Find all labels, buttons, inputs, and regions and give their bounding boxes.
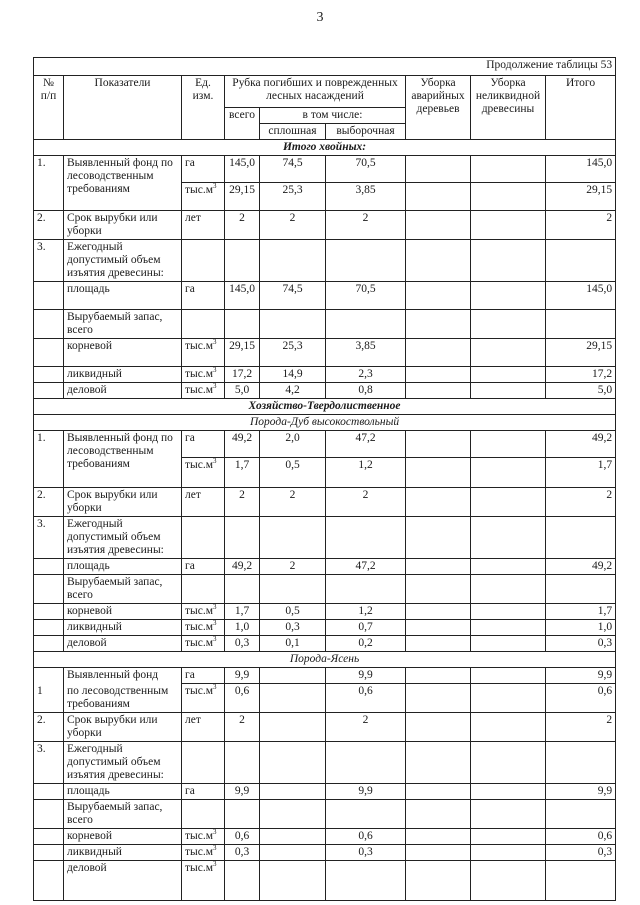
- value-cell: 2: [326, 712, 406, 741]
- value-cell: 70,5: [326, 282, 406, 310]
- value-cell: 29,15: [225, 339, 260, 367]
- value-cell: 0,2: [326, 636, 406, 652]
- value-cell: 2: [326, 488, 406, 517]
- unit-cell: га: [182, 783, 225, 799]
- unit-cell: га: [182, 559, 225, 575]
- value-cell: 0,6: [546, 828, 616, 844]
- header-total-all: всего: [225, 108, 260, 140]
- unit-cell: $тыс.м^3$: [182, 860, 225, 900]
- unit-cell: $тыс.м^3$: [182, 383, 225, 399]
- value-cell: 29,15: [546, 183, 616, 211]
- value-cell: 9,9: [225, 668, 260, 684]
- value-cell: 49,2: [546, 431, 616, 458]
- row-num: 1: [34, 684, 64, 713]
- value-cell: 1,0: [225, 620, 260, 636]
- row-label: Выявленный фонд: [64, 668, 182, 684]
- unit-cell: $тыс.м^3$: [182, 684, 225, 713]
- unit-cell: $тыс.м^3$: [182, 604, 225, 620]
- value-cell: 0,5: [260, 604, 326, 620]
- value-cell: 2: [546, 712, 616, 741]
- unit-cell: лет: [182, 712, 225, 741]
- value-cell: 47,2: [326, 431, 406, 458]
- unit-cell: лет: [182, 211, 225, 240]
- value-cell: 2,0: [260, 431, 326, 458]
- value-cell: 17,2: [546, 367, 616, 383]
- header-felling: Рубка погибших и поврежденных лесных насаждений: [225, 76, 406, 108]
- value-cell: 145,0: [546, 156, 616, 183]
- row-num: 3.: [34, 517, 64, 559]
- row-label: Срок вырубки или уборки: [64, 712, 182, 741]
- unit-cell: лет: [182, 488, 225, 517]
- value-cell: 0,5: [260, 458, 326, 488]
- unit-cell: $тыс.м^3$: [182, 828, 225, 844]
- value-cell: 145,0: [225, 282, 260, 310]
- section-subtitle: Порода-Дуб высокоствольный: [34, 415, 616, 431]
- row-label: ликвидный: [64, 620, 182, 636]
- value-cell: 2: [225, 211, 260, 240]
- value-cell: 4,2: [260, 383, 326, 399]
- value-cell: 5,0: [546, 383, 616, 399]
- value-cell: 0,6: [225, 684, 260, 713]
- unit-cell: $тыс.м^3$: [182, 844, 225, 860]
- value-cell: 2: [546, 488, 616, 517]
- value-cell: 17,2: [225, 367, 260, 383]
- table-caption: Продолжение таблицы 53: [34, 58, 616, 76]
- value-cell: 47,2: [326, 559, 406, 575]
- header-clear: сплошная: [260, 124, 326, 140]
- value-cell: 49,2: [225, 559, 260, 575]
- header-unit: Ед. изм.: [182, 76, 225, 140]
- unit-cell: $тыс.м^3$: [182, 636, 225, 652]
- value-cell: 25,3: [260, 339, 326, 367]
- row-num: 2.: [34, 211, 64, 240]
- header-emergency: Уборка аварийных деревьев: [406, 76, 471, 140]
- row-num: 3.: [34, 741, 64, 783]
- row-num: 2.: [34, 712, 64, 741]
- value-cell: 9,9: [546, 668, 616, 684]
- value-cell: 0,6: [225, 828, 260, 844]
- value-cell: 145,0: [546, 282, 616, 310]
- row-label: деловой: [64, 383, 182, 399]
- unit-cell: $тыс.м^3$: [182, 367, 225, 383]
- value-cell: 25,3: [260, 183, 326, 211]
- header-selective: выборочная: [326, 124, 406, 140]
- value-cell: 0,1: [260, 636, 326, 652]
- row-label: Выявленный фонд по лесоводственным требованиям: [64, 156, 182, 211]
- unit-cell: $тыс.м^3$: [182, 620, 225, 636]
- value-cell: 2: [326, 211, 406, 240]
- row-label: Ежегодный допустимый объем изъятия древесины:: [64, 240, 182, 282]
- value-cell: 0,3: [260, 620, 326, 636]
- header-nonliquid: Уборка неликвидной древесины: [471, 76, 546, 140]
- unit-cell: га: [182, 431, 225, 458]
- value-cell: 29,15: [546, 339, 616, 367]
- row-label: по лесоводственным требованиям: [64, 684, 182, 713]
- value-cell: 0,7: [326, 620, 406, 636]
- header-num: № п/п: [34, 76, 64, 140]
- value-cell: 29,15: [225, 183, 260, 211]
- unit-cell: $тыс.м^3$: [182, 183, 225, 211]
- value-cell: 0,3: [225, 844, 260, 860]
- page-number: 3: [316, 10, 324, 25]
- value-cell: 9,9: [326, 783, 406, 799]
- section-title: Итого хвойных:: [34, 140, 616, 156]
- row-label: деловой: [64, 636, 182, 652]
- row-label: ликвидный: [64, 367, 182, 383]
- value-cell: 1,7: [225, 604, 260, 620]
- value-cell: 74,5: [260, 282, 326, 310]
- row-label: Выявленный фонд по лесоводственным требованиям: [64, 431, 182, 488]
- value-cell: 9,9: [326, 668, 406, 684]
- value-cell: 0,8: [326, 383, 406, 399]
- row-label: площадь: [64, 282, 182, 310]
- row-label: корневой: [64, 828, 182, 844]
- value-cell: 9,9: [225, 783, 260, 799]
- header-indicators: Показатели: [64, 76, 182, 140]
- row-label: корневой: [64, 604, 182, 620]
- row-num: 1.: [34, 156, 64, 211]
- value-cell: 5,0: [225, 383, 260, 399]
- value-cell: 2: [260, 559, 326, 575]
- header-total: Итого: [546, 76, 616, 140]
- row-label: ликвидный: [64, 844, 182, 860]
- value-cell: 2: [546, 211, 616, 240]
- row-label: площадь: [64, 783, 182, 799]
- value-cell: 1,7: [546, 458, 616, 488]
- value-cell: 74,5: [260, 156, 326, 183]
- row-label: Вырубаемый запас, всего: [64, 799, 182, 828]
- value-cell: 1,7: [225, 458, 260, 488]
- row-label: Срок вырубки или уборки: [64, 211, 182, 240]
- value-cell: 0,3: [326, 844, 406, 860]
- value-cell: 0,6: [326, 828, 406, 844]
- row-label: Вырубаемый запас, всего: [64, 575, 182, 604]
- data-table: [33, 57, 616, 901]
- value-cell: 9,9: [546, 783, 616, 799]
- value-cell: 2: [260, 211, 326, 240]
- row-num: 2.: [34, 488, 64, 517]
- value-cell: 70,5: [326, 156, 406, 183]
- unit-cell: га: [182, 156, 225, 183]
- header-including: в том числе:: [260, 108, 406, 124]
- value-cell: 3,85: [326, 339, 406, 367]
- value-cell: 2: [225, 488, 260, 517]
- value-cell: 3,85: [326, 183, 406, 211]
- value-cell: 49,2: [546, 559, 616, 575]
- row-num: 1.: [34, 431, 64, 488]
- value-cell: 14,9: [260, 367, 326, 383]
- row-label: Ежегодный допустимый объем изъятия древесины:: [64, 741, 182, 783]
- row-label: Вырубаемый запас, всего: [64, 310, 182, 339]
- unit-cell: га: [182, 282, 225, 310]
- row-num: 3.: [34, 240, 64, 282]
- value-cell: 1,7: [546, 604, 616, 620]
- value-cell: 1,2: [326, 458, 406, 488]
- value-cell: 2: [260, 488, 326, 517]
- value-cell: 2,3: [326, 367, 406, 383]
- value-cell: 1,2: [326, 604, 406, 620]
- value-cell: 49,2: [225, 431, 260, 458]
- unit-cell: $тыс.м^3$: [182, 458, 225, 488]
- section-title: Хозяйство-Твердолиственное: [34, 399, 616, 415]
- value-cell: 1,0: [546, 620, 616, 636]
- row-label: деловой: [64, 860, 182, 900]
- section-subtitle: Порода-Ясень: [34, 652, 616, 668]
- value-cell: 0,3: [546, 844, 616, 860]
- row-label: корневой: [64, 339, 182, 367]
- row-label: Ежегодный допустимый объем изъятия древесины:: [64, 517, 182, 559]
- value-cell: 0,3: [225, 636, 260, 652]
- row-label: площадь: [64, 559, 182, 575]
- value-cell: 0,6: [546, 684, 616, 713]
- row-label: Срок вырубки или уборки: [64, 488, 182, 517]
- value-cell: 2: [225, 712, 260, 741]
- unit-cell: га: [182, 668, 225, 684]
- value-cell: 145,0: [225, 156, 260, 183]
- unit-cell: $тыс.м^3$: [182, 339, 225, 367]
- value-cell: 0,3: [546, 636, 616, 652]
- value-cell: 0,6: [326, 684, 406, 713]
